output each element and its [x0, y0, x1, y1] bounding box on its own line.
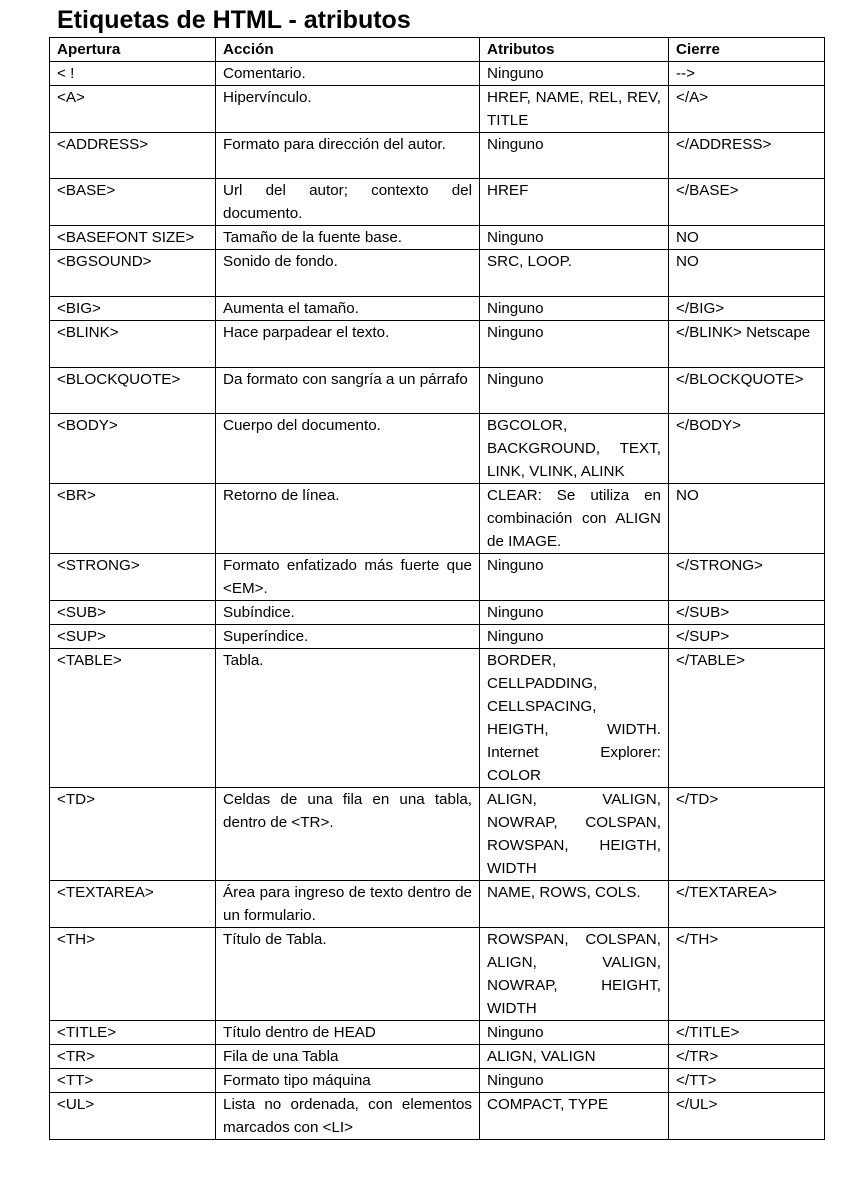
cell-accion: Formato para dirección del autor.: [216, 133, 480, 179]
cell-accion: Título de Tabla.: [216, 928, 480, 1021]
cell-atributos: Ninguno: [480, 133, 669, 179]
cell-apertura: <BIG>: [50, 297, 216, 321]
cell-atributos: BGCOLOR, BACKGROUND, TEXT, LINK, VLINK, ALINK: [480, 414, 669, 484]
cell-apertura: <UL>: [50, 1093, 216, 1140]
table-row: [50, 1045, 825, 1069]
header-accion: Acción: [216, 38, 480, 62]
cell-cierre: </TD>: [669, 788, 825, 881]
cell-accion: Celdas de una fila en una tabla, dentro de <TR>.: [216, 788, 480, 881]
table-row: [50, 625, 825, 649]
cell-accion: Comentario.: [216, 62, 480, 86]
cell-apertura: <BLOCKQUOTE>: [50, 368, 216, 414]
cell-accion: Superíndice.: [216, 625, 480, 649]
cell-atributos: Ninguno: [480, 297, 669, 321]
cell-cierre: </STRONG>: [669, 554, 825, 601]
cell-apertura: <STRONG>: [50, 554, 216, 601]
cell-accion: Tamaño de la fuente base.: [216, 226, 480, 250]
table-row: [50, 1093, 825, 1140]
page-title: Etiquetas de HTML - atributos: [57, 6, 411, 34]
cell-accion: Cuerpo del documento.: [216, 414, 480, 484]
cell-apertura: <TITLE>: [50, 1021, 216, 1045]
table-row: [50, 86, 825, 133]
cell-apertura: <TABLE>: [50, 649, 216, 788]
cell-cierre: </BIG>: [669, 297, 825, 321]
table-header-row: [50, 38, 825, 62]
cell-cierre: </TABLE>: [669, 649, 825, 788]
cell-accion: Área para ingreso de texto dentro de un formulario.: [216, 881, 480, 928]
cell-cierre: </SUP>: [669, 625, 825, 649]
cell-apertura: <BLINK>: [50, 321, 216, 368]
cell-accion: Hace parpadear el texto.: [216, 321, 480, 368]
cell-apertura: <BASEFONT SIZE>: [50, 226, 216, 250]
cell-apertura: <TT>: [50, 1069, 216, 1093]
cell-atributos: Ninguno: [480, 226, 669, 250]
cell-cierre: </UL>: [669, 1093, 825, 1140]
cell-cierre: </TH>: [669, 928, 825, 1021]
cell-accion: Aumenta el tamaño.: [216, 297, 480, 321]
table-row: [50, 554, 825, 601]
table-row: [50, 321, 825, 368]
cell-cierre: NO: [669, 226, 825, 250]
cell-accion: Hipervínculo.: [216, 86, 480, 133]
table-row: [50, 881, 825, 928]
cell-cierre: </BLINK> Netscape: [669, 321, 825, 368]
cell-apertura: <TH>: [50, 928, 216, 1021]
cell-apertura: <BR>: [50, 484, 216, 554]
cell-apertura: < !: [50, 62, 216, 86]
cell-apertura: <TEXTAREA>: [50, 881, 216, 928]
table-body: [50, 62, 825, 1140]
cell-atributos: Ninguno: [480, 601, 669, 625]
table-row: [50, 179, 825, 226]
cell-atributos: HREF, NAME, REL, REV, TITLE: [480, 86, 669, 133]
table-row: [50, 788, 825, 881]
table-row: [50, 133, 825, 179]
cell-cierre: </A>: [669, 86, 825, 133]
cell-atributos: Ninguno: [480, 1069, 669, 1093]
table-row: [50, 601, 825, 625]
cell-atributos: ALIGN, VALIGN: [480, 1045, 669, 1069]
cell-cierre: </BLOCKQUOTE>: [669, 368, 825, 414]
cell-accion: Lista no ordenada, con elementos marcados con <LI>: [216, 1093, 480, 1140]
cell-apertura: <BODY>: [50, 414, 216, 484]
cell-accion: Retorno de línea.: [216, 484, 480, 554]
table-row: [50, 649, 825, 788]
cell-accion: Formato enfatizado más fuerte que <EM>.: [216, 554, 480, 601]
table-row: [50, 414, 825, 484]
cell-accion: Fila de una Tabla: [216, 1045, 480, 1069]
cell-apertura: <ADDRESS>: [50, 133, 216, 179]
cell-accion: Título dentro de HEAD: [216, 1021, 480, 1045]
cell-atributos: CLEAR: Se utiliza en combinación con ALIGN de IMAGE.: [480, 484, 669, 554]
cell-cierre: </BODY>: [669, 414, 825, 484]
table-row: [50, 928, 825, 1021]
cell-atributos: Ninguno: [480, 368, 669, 414]
table-row: [50, 226, 825, 250]
cell-atributos: ALIGN, VALIGN, NOWRAP, COLSPAN, ROWSPAN, HEIGTH, WIDTH: [480, 788, 669, 881]
cell-atributos: Ninguno: [480, 62, 669, 86]
table-row: [50, 1021, 825, 1045]
cell-cierre: </TITLE>: [669, 1021, 825, 1045]
cell-accion: Formato tipo máquina: [216, 1069, 480, 1093]
table-row: [50, 62, 825, 86]
table-row: [50, 1069, 825, 1093]
cell-cierre: NO: [669, 484, 825, 554]
cell-cierre: </SUB>: [669, 601, 825, 625]
cell-cierre: </TT>: [669, 1069, 825, 1093]
cell-atributos: ROWSPAN, COLSPAN, ALIGN, VALIGN, NOWRAP, HEIGHT, WIDTH: [480, 928, 669, 1021]
header-cierre: Cierre: [669, 38, 825, 62]
cell-accion: Subíndice.: [216, 601, 480, 625]
cell-accion: Da formato con sangría a un párrafo: [216, 368, 480, 414]
cell-cierre: </BASE>: [669, 179, 825, 226]
table-row: [50, 484, 825, 554]
cell-atributos: SRC, LOOP.: [480, 250, 669, 297]
header-atributos: Atributos: [480, 38, 669, 62]
cell-atributos: Ninguno: [480, 554, 669, 601]
cell-apertura: <BGSOUND>: [50, 250, 216, 297]
cell-atributos: Ninguno: [480, 625, 669, 649]
html-tags-table: [49, 37, 825, 1140]
table-row: [50, 297, 825, 321]
cell-atributos: NAME, ROWS, COLS.: [480, 881, 669, 928]
cell-cierre: NO: [669, 250, 825, 297]
cell-atributos: Ninguno: [480, 321, 669, 368]
cell-apertura: <SUP>: [50, 625, 216, 649]
cell-apertura: <A>: [50, 86, 216, 133]
cell-apertura: <TR>: [50, 1045, 216, 1069]
cell-cierre: </ADDRESS>: [669, 133, 825, 179]
cell-atributos: BORDER, CELLPADDING, CELLSPACING, HEIGTH, WIDTH. Internet Explorer: COLOR: [480, 649, 669, 788]
cell-cierre: </TEXTAREA>: [669, 881, 825, 928]
cell-cierre: </TR>: [669, 1045, 825, 1069]
cell-atributos: COMPACT, TYPE: [480, 1093, 669, 1140]
header-apertura: Apertura: [50, 38, 216, 62]
table-row: [50, 368, 825, 414]
cell-accion: Url del autor; contexto del documento.: [216, 179, 480, 226]
table-row: [50, 250, 825, 297]
cell-apertura: <TD>: [50, 788, 216, 881]
cell-accion: Sonido de fondo.: [216, 250, 480, 297]
cell-atributos: Ninguno: [480, 1021, 669, 1045]
cell-atributos: HREF: [480, 179, 669, 226]
cell-apertura: <BASE>: [50, 179, 216, 226]
cell-apertura: <SUB>: [50, 601, 216, 625]
cell-cierre: -->: [669, 62, 825, 86]
cell-accion: Tabla.: [216, 649, 480, 788]
